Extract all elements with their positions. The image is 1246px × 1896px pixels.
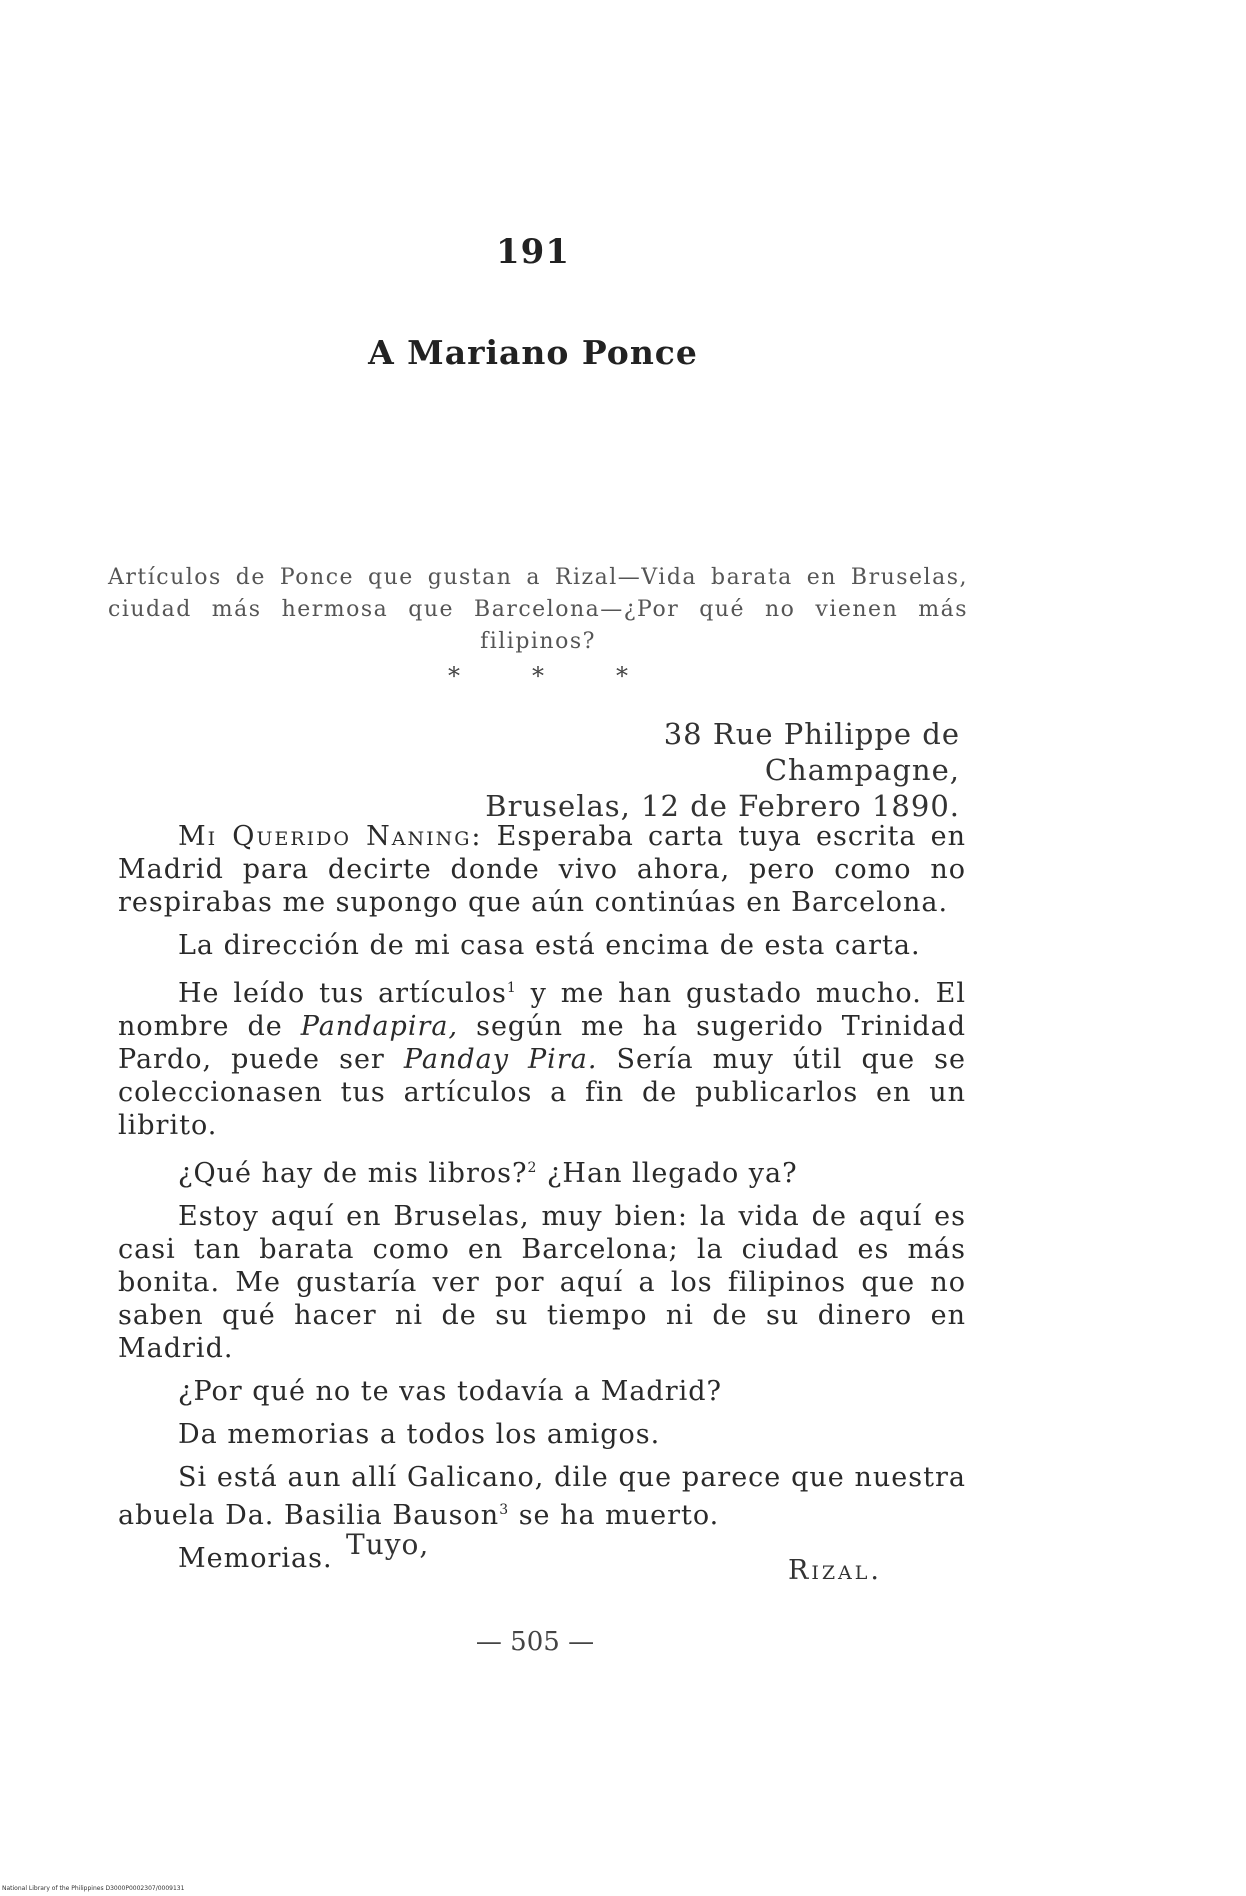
letter-body <box>118 820 966 1585</box>
address-line: 38 Rue Philippe de Champagne, <box>663 717 960 787</box>
footnote-marker: 1 <box>506 980 517 996</box>
letter-title: A Mariano Ponce <box>368 333 698 372</box>
separator-star: * <box>616 662 628 690</box>
paragraph: Mi Querido Naning: Esperaba carta tuya escrita en Madrid para decirte donde vivo ahora, pero como no respirabas me supongo que aún continúas en Barcelona. <box>118 821 966 918</box>
footer-note: National Library of the Philippines D3000P0002307/0009131 <box>2 1885 185 1892</box>
letter-summary: Artículos de Ponce que gustan a Rizal—Vida barata en Bruselas, ciudad más hermosa que Barcelona—¿Por qué no vienen más filipinos? <box>108 565 968 654</box>
paragraph: Da memorias a todos los amigos. <box>178 1419 661 1450</box>
paragraph: Memorias. <box>178 1543 333 1574</box>
salutation: Mi Querido Naning: <box>178 821 483 852</box>
section-separator <box>448 662 628 690</box>
paragraph: Estoy aquí en Bruselas, muy bien: la vida de aquí es casi tan barata como en Barcelona; la ciudad es más bonita. Me gustaría ver por aquí a los filipinos que no saben qué hacer ni de su tiempo ni de su dinero en Madrid. <box>118 1201 966 1364</box>
footnote-marker: 3 <box>499 1502 510 1518</box>
separator-star: * <box>448 662 460 690</box>
separator-star: * <box>532 662 544 690</box>
paragraph: He leído tus artículos$^1$ y me han gustado mucho. El nombre de Pandapira, según me ha sugerido Trinidad Pardo, puede ser Panday Pira. Sería muy útil que se coleccionasen tus artículos a fin de publicarlos en un librito. <box>118 978 967 1141</box>
letter-number: 191 <box>496 232 570 272</box>
date-line: Bruselas, 12 de Febrero 1890. <box>485 789 960 823</box>
letter-address <box>460 716 960 824</box>
paragraph: La dirección de mi casa está encima de esta carta. <box>178 930 921 961</box>
footnote-marker: 2 <box>527 1160 538 1176</box>
closing: Tuyo, <box>346 1528 430 1561</box>
paragraph: Si está aun allí Galicano, dile que parece que nuestra abuela Da. Basilia Bauson$^3$ se ha muerto. <box>118 1462 966 1531</box>
signature: Rizal. <box>788 1555 882 1586</box>
paragraph: ¿Qué hay de mis libros?$^2$ ¿Han llegado ya? <box>178 1158 798 1189</box>
page-number: — 505 — <box>475 1627 595 1657</box>
paragraph: ¿Por qué no te vas todavía a Madrid? <box>178 1376 723 1407</box>
